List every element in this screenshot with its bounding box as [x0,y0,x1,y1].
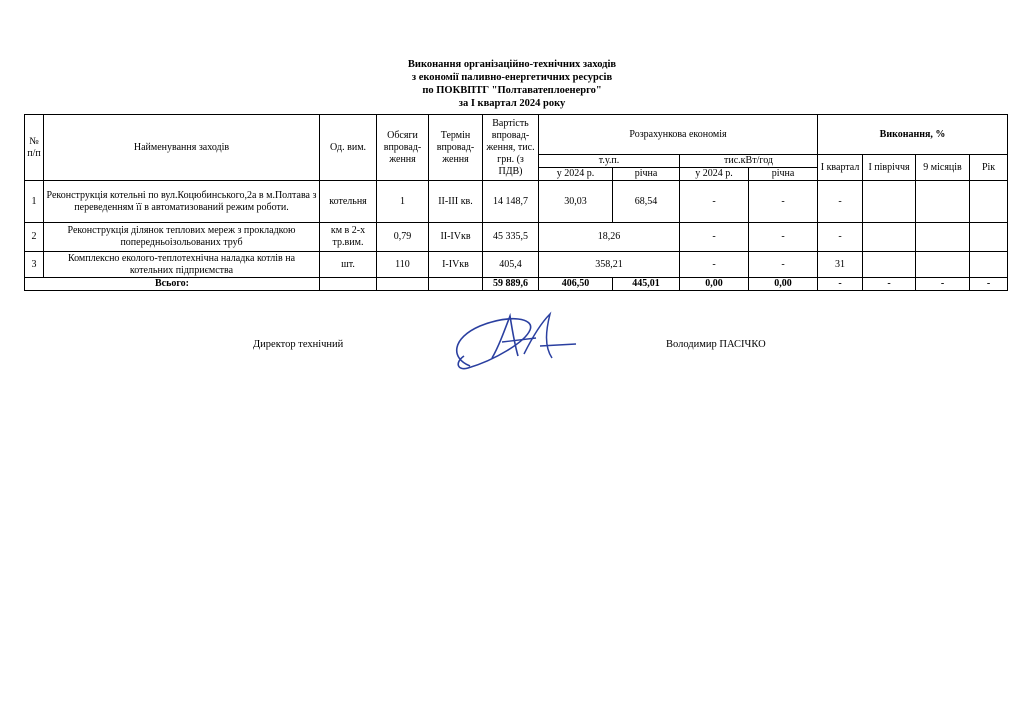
row-term: ІІ-ІІІ кв. [429,181,483,223]
total-row [25,278,1008,291]
total-q1: - [818,278,863,291]
row-year [970,181,1008,223]
signatory-name: Володимир ПАСІЧКО [666,339,766,350]
row-cost: 405,4 [483,252,539,278]
table-row [25,252,1008,278]
title-line-2: з економії паливно-енергетичних ресурсів [411,72,613,83]
total-tup-2024: 406,50 [539,278,613,291]
row-q1: - [818,181,863,223]
header-row-1 [25,115,1008,155]
title-line-1: Виконання організаційно-технічних заходів [407,59,617,70]
total-term-empty [429,278,483,291]
header-term: Термін впровад-ження [429,115,483,181]
total-label: Всього: [25,278,320,291]
row-unit: котельня [320,181,377,223]
total-tup-annual: 445,01 [613,278,680,291]
header-num: № п/п [25,115,44,181]
row-9months [916,252,970,278]
header-name: Найменування заходів [44,115,320,181]
row-kwt-annual: - [749,252,818,278]
header-execution: Виконання, % [818,115,1008,155]
header-kwt-annual: річна [749,168,818,181]
header-unit: Од. вим. [320,115,377,181]
table-row [25,223,1008,252]
total-half: - [863,278,916,291]
row-num: 3 [25,252,44,278]
row-q1: 31 [818,252,863,278]
row-num: 2 [25,223,44,252]
row-9months [916,181,970,223]
row-tup-merged: 18,26 [539,223,680,252]
total-9months: - [916,278,970,291]
measures-table [24,114,1008,291]
header-kwt: тис.кВт/год [680,155,818,168]
document-title [0,58,1024,110]
row-half [863,223,916,252]
row-unit: шт. [320,252,377,278]
row-kwt-annual: - [749,223,818,252]
row-name: Реконструкція ділянок теплових мереж з прокладкою попередньоізольованих труб [44,223,320,252]
title-line-4: за І квартал 2024 року [458,98,566,109]
row-volume: 1 [377,181,429,223]
header-tup-2024: у 2024 р. [539,168,613,181]
row-tup-2024: 30,03 [539,181,613,223]
total-unit-empty [320,278,377,291]
total-kwt-2024: 0,00 [680,278,749,291]
row-year [970,223,1008,252]
row-num: 1 [25,181,44,223]
header-cost: Вартість впровад-ження, тис. грн. (з ПДВ) [483,115,539,181]
title-line-3: по ПОКВПТГ "Полтаватеплоенерго" [422,85,602,96]
header-9months: 9 місяців [916,155,970,181]
header-savings: Розрахункова економія [539,115,818,155]
row-term: І-ІVкв [429,252,483,278]
header-tup: т.у.п. [539,155,680,168]
header-half: І півріччя [863,155,916,181]
signatory-position: Директор технічний [253,339,344,350]
row-half [863,252,916,278]
row-tup-merged: 358,21 [539,252,680,278]
total-year: - [970,278,1008,291]
row-kwt-2024: - [680,252,749,278]
row-volume: 0,79 [377,223,429,252]
row-cost: 14 148,7 [483,181,539,223]
row-volume: 110 [377,252,429,278]
header-tup-annual: річна [613,168,680,181]
row-name: Реконструкція котельні по вул.Коцюбинського,2а в м.Полтава з переведенням її в автоматизований режим роботи. [44,181,320,223]
total-kwt-annual: 0,00 [749,278,818,291]
row-name: Комплексно еколого-теплотехнічна наладка котлів на котельних підприємства [44,252,320,278]
row-kwt-2024: - [680,181,749,223]
header-volume: Обсяги впровад-ження [377,115,429,181]
row-term: ІІ-ІVкв [429,223,483,252]
row-q1: - [818,223,863,252]
row-unit: км в 2-х тр.вим. [320,223,377,252]
header-q1: І квартал [818,155,863,181]
row-9months [916,223,970,252]
total-volume-empty [377,278,429,291]
header-kwt-2024: у 2024 р. [680,168,749,181]
row-tup-annual: 68,54 [613,181,680,223]
row-cost: 45 335,5 [483,223,539,252]
header-year: Рік [970,155,1008,181]
row-half [863,181,916,223]
row-year [970,252,1008,278]
row-kwt-annual: - [749,181,818,223]
handwritten-signature [440,308,580,378]
row-kwt-2024: - [680,223,749,252]
table-row [25,181,1008,223]
total-cost: 59 889,6 [483,278,539,291]
